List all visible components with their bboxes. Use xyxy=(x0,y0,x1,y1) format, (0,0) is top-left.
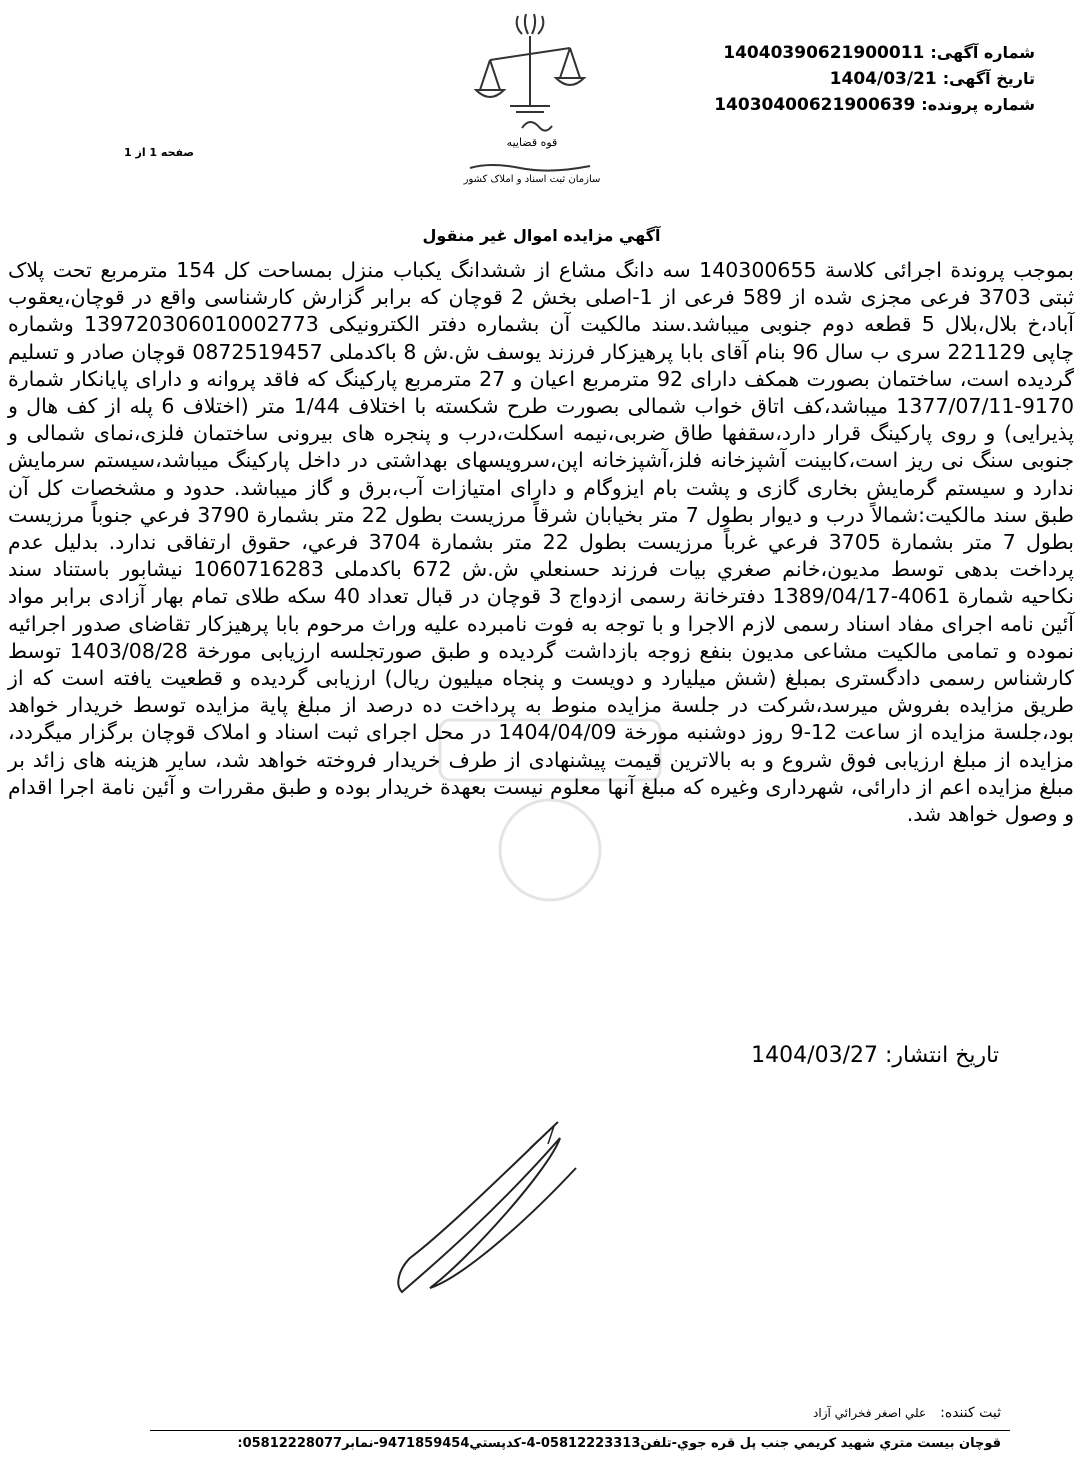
signature-icon xyxy=(380,1108,600,1308)
svg-text:سازمان ثبت اسناد و املاک کشور: سازمان ثبت اسناد و املاک کشور xyxy=(463,174,601,185)
office-address: قوچان بیست متري شهيد كريمي جنب پل قره جوي-تلفن05812223313-4-كدپستي9471859454-نمابر05812228077: xyxy=(237,1436,1001,1451)
notice-date-row xyxy=(695,66,1035,92)
document-title: آگهي مزايده اموال غير منقول xyxy=(422,226,661,245)
notice-number: 14040390621900011 xyxy=(723,43,925,63)
case-number-row xyxy=(695,92,1035,118)
registrar-name: علي اصغر فخرائي آزاد xyxy=(813,1406,927,1420)
judiciary-emblem-icon xyxy=(440,8,630,198)
publication-date-row xyxy=(751,1043,999,1068)
publication-date: 1404/03/27 xyxy=(751,1043,878,1068)
case-number: 14030400621900639 xyxy=(714,95,916,115)
footer-divider xyxy=(150,1430,1010,1431)
publication-date-label: تاریخ انتشار: xyxy=(884,1043,999,1068)
notice-body: بموجب پروندة اجرائی کلاسة 140300655 سه دانگ مشاع از ششدانگ یکباب منزل بمساحت کل 154 مترمربع تحت پلاک ثبتی 3703 فرعی مجزی شده از 589 فرعی از 1-اصلی بخش 2 قوچان که برابر گزارش کارشناسی واقع در قوچان،یعقوب آباد،خ بلال،بلال 5 قطعه دوم جنوبی میباشد.سند مالکیت آن بشماره دفتر الکترونیکی 139720306010002773 وشماره چاپی 221129 سری ب سال 96 بنام آقای بابا پرهیزکار فرزند یوسف ش.ش 8 باکدملی 0872519457 قوچان صادر و تسلیم گردیده است، ساختمان بصورت همکف دارای 92 مترمربع اعیان و 27 مترمربع پارکینگ که فاقد پروانه و دارای پایانکار شمارة 9170-1377/07/11 میباشد،کف اتاق خواب شمالی بصورت طرح شکسته با اختلاف 1/44 متر (اختلاف 6 پله از کف هال و پذیرایی) و روی پارکینگ قرار دارد،سقفها طاق ضربی،نیمه اسکلت،درب و پنجره های بیرونی ساختمان فلزی،نمای شمالی و جنوبی سنگ نی ریز است،کابینت آشپزخانه فلز،آشپزخانه اپن،سرویسهای بهداشتی در داخل پارکینگ میباشد،سیستم سرمایش ندارد و سیستم گرمایش بخاری گازی و پشت بام ایزوگام و دارای امتیازات آب،برق و گاز میباشد. حدود و مشخصات کل آن طبق سند مالکیت:شمالاً درب و ديوار بطول 7 متر بخیابان شرقاً مرزيست بطول 22 متر بشمارة 3790 فرعي جنوباً مرزيست بطول 7 متر بشمارة 3705 فرعي غرباً مرزيست بطول 22 متر بشمارة 3704 فرعي، حقوق ارتفاقی ندارد. بدلیل عدم پرداخت بدهی توسط مدیون،خانم صغري بيات فرزند حسنعلي ش.ش 672 باکدملی 1060716283 نیشابور باستناد سند نکاحیه شمارة 4061-1389/04/17 دفترخانة رسمی ازدواج 3 قوچان در قبال تعداد 40 سکه طلای تمام بهار آزادی برابر مواد آئین نامه اجرای مفاد اسناد رسمی لازم الاجرا و با توجه به فوت نامبرده علیه وراث مرحوم بابا پرهیزکار تقاضای صدور اجرائیه نموده و تمامی مالکیت مشاعی مدیون بنفع زوجه بازداشت گردیده و طبق صورتجلسه ارزیابی مورخة 1403/08/28 توسط کارشناس رسمی دادگستری بمبلغ (شش میلیارد و دویست و پنجاه میلیون ریال) ارزیابی گردیده و قطعیت یافته است که از طریق مزایده بفروش میرسد،شرکت در جلسة مزایده منوط به پرداخت ده درصد از مبلغ پایة مزایده توسط خریدار خواهد بود،جلسة مزایده از ساعت 12-9 روز دوشنبه مورخة 1404/04/09 در محل اجرای ثبت اسناد و املاک قوچان برگزار میگردد، مزایده از مبلغ ارزیابی فوق شروع و به بالاترین قیمت پیشنهادی از طرف خریدار فروخته خواهد شد، سایر هزینه های زائد بر مبلغ مزایده اعم از دارائی، شهرداری وغیره که مبلغ آنها معلوم نیست بعهدة خریدار بوده و طبق مقررات و آئین نامة اجرا اقدام و وصول خواهد شد. xyxy=(8,258,1075,827)
case-number-label: شماره پرونده: xyxy=(921,95,1035,114)
svg-text:قوه قضاییه: قوه قضاییه xyxy=(506,136,558,149)
registrar-label: ثبت كننده: xyxy=(940,1405,1001,1421)
registrar-row xyxy=(813,1405,1001,1421)
notice-number-label: شماره آگهی: xyxy=(930,43,1035,62)
notice-meta xyxy=(695,40,1035,118)
notice-number-row xyxy=(695,40,1035,66)
notice-date: 1404/03/21 xyxy=(829,69,937,89)
page-number: صفحه 1 از 1 xyxy=(124,146,195,159)
notice-date-label: تاریخ آگهی: xyxy=(942,69,1035,88)
